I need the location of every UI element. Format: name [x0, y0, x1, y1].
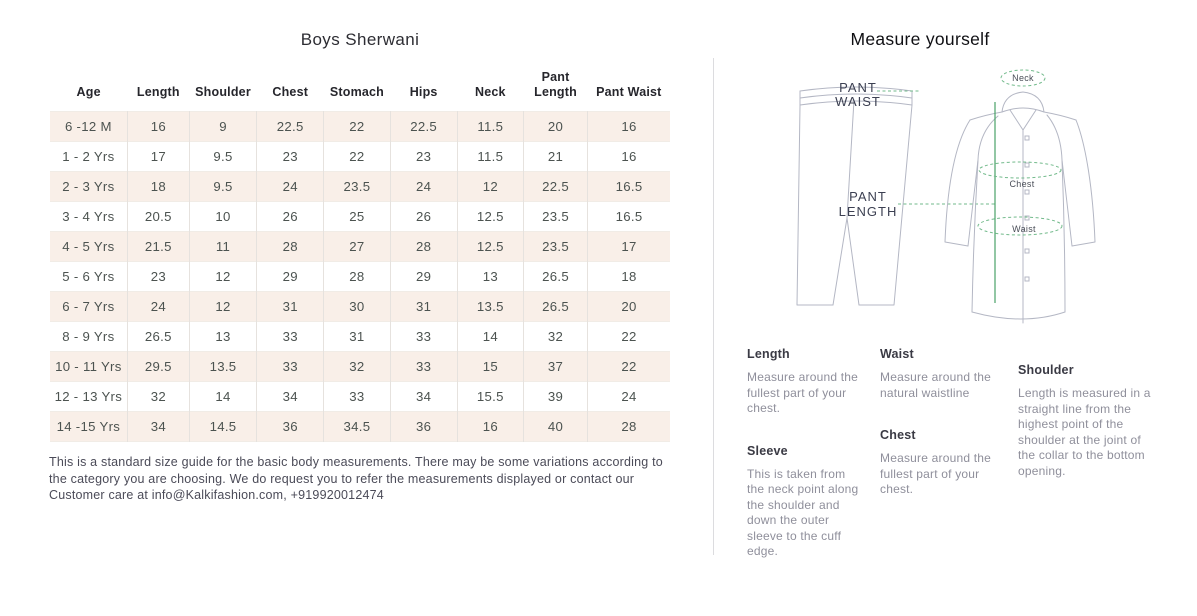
- table-cell: 14 -15 Yrs: [56, 419, 121, 434]
- table-cell: 23.5: [523, 232, 587, 262]
- table-cell: 33: [257, 322, 324, 352]
- table-cell: 31: [257, 292, 324, 322]
- measure-yourself-title: Measure yourself: [850, 29, 990, 49]
- table-row: [50, 112, 670, 142]
- neck-label: Neck: [1012, 73, 1034, 83]
- measurement-diagram-svg: [740, 60, 1190, 350]
- table-cell: 22: [324, 142, 390, 172]
- table-cell: 24: [257, 172, 324, 202]
- table-cell: 26.5: [523, 292, 587, 322]
- table-cell: 31: [390, 292, 457, 322]
- definitions-column-1: [747, 347, 880, 560]
- table-cell: 13: [457, 262, 523, 292]
- table-row: [50, 352, 670, 382]
- table-cell: 20: [588, 292, 670, 322]
- table-cell: 31: [324, 322, 390, 352]
- table-cell: 40: [523, 412, 587, 442]
- table-cell: 37: [523, 352, 587, 382]
- chest-label: Chest: [1009, 179, 1035, 189]
- size-table-body: [50, 112, 670, 442]
- table-cell: 9.5: [189, 172, 256, 202]
- column-header: Length: [136, 85, 180, 99]
- table-cell: 6 - 7 Yrs: [62, 299, 115, 314]
- table-cell: 34: [127, 412, 189, 442]
- table-cell: 8 - 9 Yrs: [62, 329, 115, 344]
- table-cell: 21: [523, 142, 587, 172]
- table-cell: 33: [257, 352, 324, 382]
- table-cell: 27: [324, 232, 390, 262]
- table-row: [50, 172, 670, 202]
- table-row: [50, 142, 670, 172]
- table-cell: 12.5: [457, 202, 523, 232]
- panel-divider: [713, 58, 714, 555]
- table-row: [50, 232, 670, 262]
- table-cell: 11.5: [457, 112, 523, 142]
- column-header: Hips: [409, 85, 438, 99]
- table-cell: 29.5: [127, 352, 189, 382]
- definition-sleeve: [747, 444, 880, 560]
- table-cell: 20: [523, 112, 587, 142]
- pant-length-label-line2: LENGTH: [838, 204, 898, 219]
- table-cell: 22.5: [257, 112, 324, 142]
- table-cell: 11: [189, 232, 256, 262]
- table-cell: 29: [390, 262, 457, 292]
- waist-label: Waist: [1012, 224, 1036, 234]
- table-cell: 33: [390, 352, 457, 382]
- table-cell: 12 - 13 Yrs: [54, 389, 123, 404]
- table-cell: 18: [588, 262, 670, 292]
- pants-illustration: [797, 87, 995, 305]
- table-cell: 22: [324, 112, 390, 142]
- table-cell: 17: [588, 232, 670, 262]
- definition-text: Measure around the fullest part of your chest.: [747, 370, 859, 415]
- table-cell: 12.5: [457, 232, 523, 262]
- definition-shoulder: [1018, 363, 1173, 479]
- table-cell: 10: [189, 202, 256, 232]
- table-cell: 23.5: [324, 172, 390, 202]
- table-cell: 23: [390, 142, 457, 172]
- table-cell: 16.5: [588, 172, 670, 202]
- size-guide-disclaimer: This is a standard size guide for the basic body measurements. There may be some variations according to the category you are choosing. We do request you to refer the measurements displayed or contact our Customer care at info@Kalkifashion.com, +919920012474: [49, 455, 663, 502]
- pant-waist-label-line1: PANT: [839, 80, 877, 95]
- table-cell: 14.5: [189, 412, 256, 442]
- definition-text: Measure around the natural waistline: [880, 370, 992, 400]
- table-cell: 1 - 2 Yrs: [62, 149, 115, 164]
- column-header: Pant Length: [534, 70, 577, 99]
- table-cell: 26: [390, 202, 457, 232]
- table-cell: 12: [457, 172, 523, 202]
- table-cell: 17: [127, 142, 189, 172]
- definition-text: This is taken from the neck point along the shoulder and down the outer sleeve to the cuff edge.: [747, 466, 859, 558]
- table-cell: 29: [257, 262, 324, 292]
- table-cell: 33: [324, 382, 390, 412]
- table-cell: 14: [189, 382, 256, 412]
- table-cell: 22.5: [523, 172, 587, 202]
- definition-text: Measure around the fullest part of your chest.: [880, 451, 992, 496]
- table-cell: 21.5: [127, 232, 189, 262]
- table-row: [50, 412, 670, 442]
- sherwani-illustration: [945, 70, 1095, 323]
- table-cell: 32: [127, 382, 189, 412]
- measurement-diagram: [740, 60, 1190, 350]
- table-cell: 26.5: [523, 262, 587, 292]
- table-cell: 16: [127, 112, 189, 142]
- table-row: [50, 202, 670, 232]
- definition-chest: [880, 428, 1018, 498]
- table-cell: 12: [189, 292, 256, 322]
- table-row: [50, 322, 670, 352]
- table-cell: 26: [257, 202, 324, 232]
- table-cell: 36: [257, 412, 324, 442]
- table-cell: 10 - 11 Yrs: [55, 359, 122, 374]
- column-header: Pant Waist: [596, 85, 662, 99]
- table-cell: 18: [127, 172, 189, 202]
- pant-waist-label-line2: WAIST: [835, 94, 881, 109]
- definition-term: Shoulder: [1018, 363, 1074, 377]
- table-cell: 16: [588, 142, 670, 172]
- table-cell: 28: [588, 412, 670, 442]
- definition-term: Length: [747, 347, 790, 361]
- column-header: Age: [76, 85, 101, 99]
- column-header: Stomach: [329, 85, 385, 99]
- table-cell: 11.5: [457, 142, 523, 172]
- table-cell: 15: [457, 352, 523, 382]
- table-cell: 13.5: [189, 352, 256, 382]
- table-cell: 16: [457, 412, 523, 442]
- table-cell: 30: [324, 292, 390, 322]
- definition-length: [747, 347, 880, 417]
- pant-length-label-line1: PANT: [849, 189, 887, 204]
- table-cell: 20.5: [127, 202, 189, 232]
- table-row: [50, 262, 670, 292]
- table-cell: 12: [189, 262, 256, 292]
- table-cell: 22.5: [390, 112, 457, 142]
- table-cell: 34: [257, 382, 324, 412]
- table-cell: 24: [390, 172, 457, 202]
- table-cell: 22: [588, 322, 670, 352]
- table-cell: 13: [189, 322, 256, 352]
- table-cell: 16.5: [588, 202, 670, 232]
- definitions-column-3: [1018, 347, 1173, 479]
- size-chart-table: [50, 70, 670, 442]
- table-cell: 23: [257, 142, 324, 172]
- size-table-head-row: [50, 70, 670, 112]
- definition-waist: [880, 347, 1018, 401]
- table-cell: 9.5: [189, 142, 256, 172]
- table-cell: 33: [390, 322, 457, 352]
- table-cell: 26.5: [127, 322, 189, 352]
- table-cell: 34: [390, 382, 457, 412]
- table-cell: 16: [588, 112, 670, 142]
- table-cell: 28: [390, 232, 457, 262]
- column-header: Neck: [474, 85, 506, 99]
- definitions-column-2: [880, 347, 1018, 498]
- table-cell: 39: [523, 382, 587, 412]
- table-cell: 6 -12 M: [64, 119, 112, 134]
- table-cell: 4 - 5 Yrs: [62, 239, 115, 254]
- definition-term: Waist: [880, 347, 914, 361]
- table-cell: 15.5: [457, 382, 523, 412]
- table-cell: 23: [127, 262, 189, 292]
- definition-term: Sleeve: [747, 443, 788, 458]
- table-cell: 25: [324, 202, 390, 232]
- page-title: Boys Sherwani: [300, 30, 420, 49]
- column-header: Shoulder: [195, 85, 251, 99]
- table-cell: 28: [324, 262, 390, 292]
- table-cell: 24: [588, 382, 670, 412]
- definition-term: Chest: [880, 428, 916, 442]
- table-row: [50, 292, 670, 322]
- table-cell: 22: [588, 352, 670, 382]
- table-cell: 2 - 3 Yrs: [62, 179, 115, 194]
- table-cell: 24: [127, 292, 189, 322]
- table-cell: 36: [390, 412, 457, 442]
- table-row: [50, 382, 670, 412]
- table-cell: 13.5: [457, 292, 523, 322]
- table-cell: 23.5: [523, 202, 587, 232]
- table-cell: 9: [189, 112, 256, 142]
- table-cell: 5 - 6 Yrs: [62, 269, 115, 284]
- table-cell: 32: [523, 322, 587, 352]
- definition-text: Length is measured in a straight line from the highest point of the shoulder at the joint of the collar to the bottom opening.: [1018, 386, 1151, 478]
- table-cell: 32: [324, 352, 390, 382]
- column-header: Chest: [272, 85, 309, 99]
- table-cell: 3 - 4 Yrs: [62, 209, 115, 224]
- measurement-definitions: [747, 347, 1187, 560]
- table-cell: 14: [457, 322, 523, 352]
- table-cell: 28: [257, 232, 324, 262]
- table-cell: 34.5: [324, 412, 390, 442]
